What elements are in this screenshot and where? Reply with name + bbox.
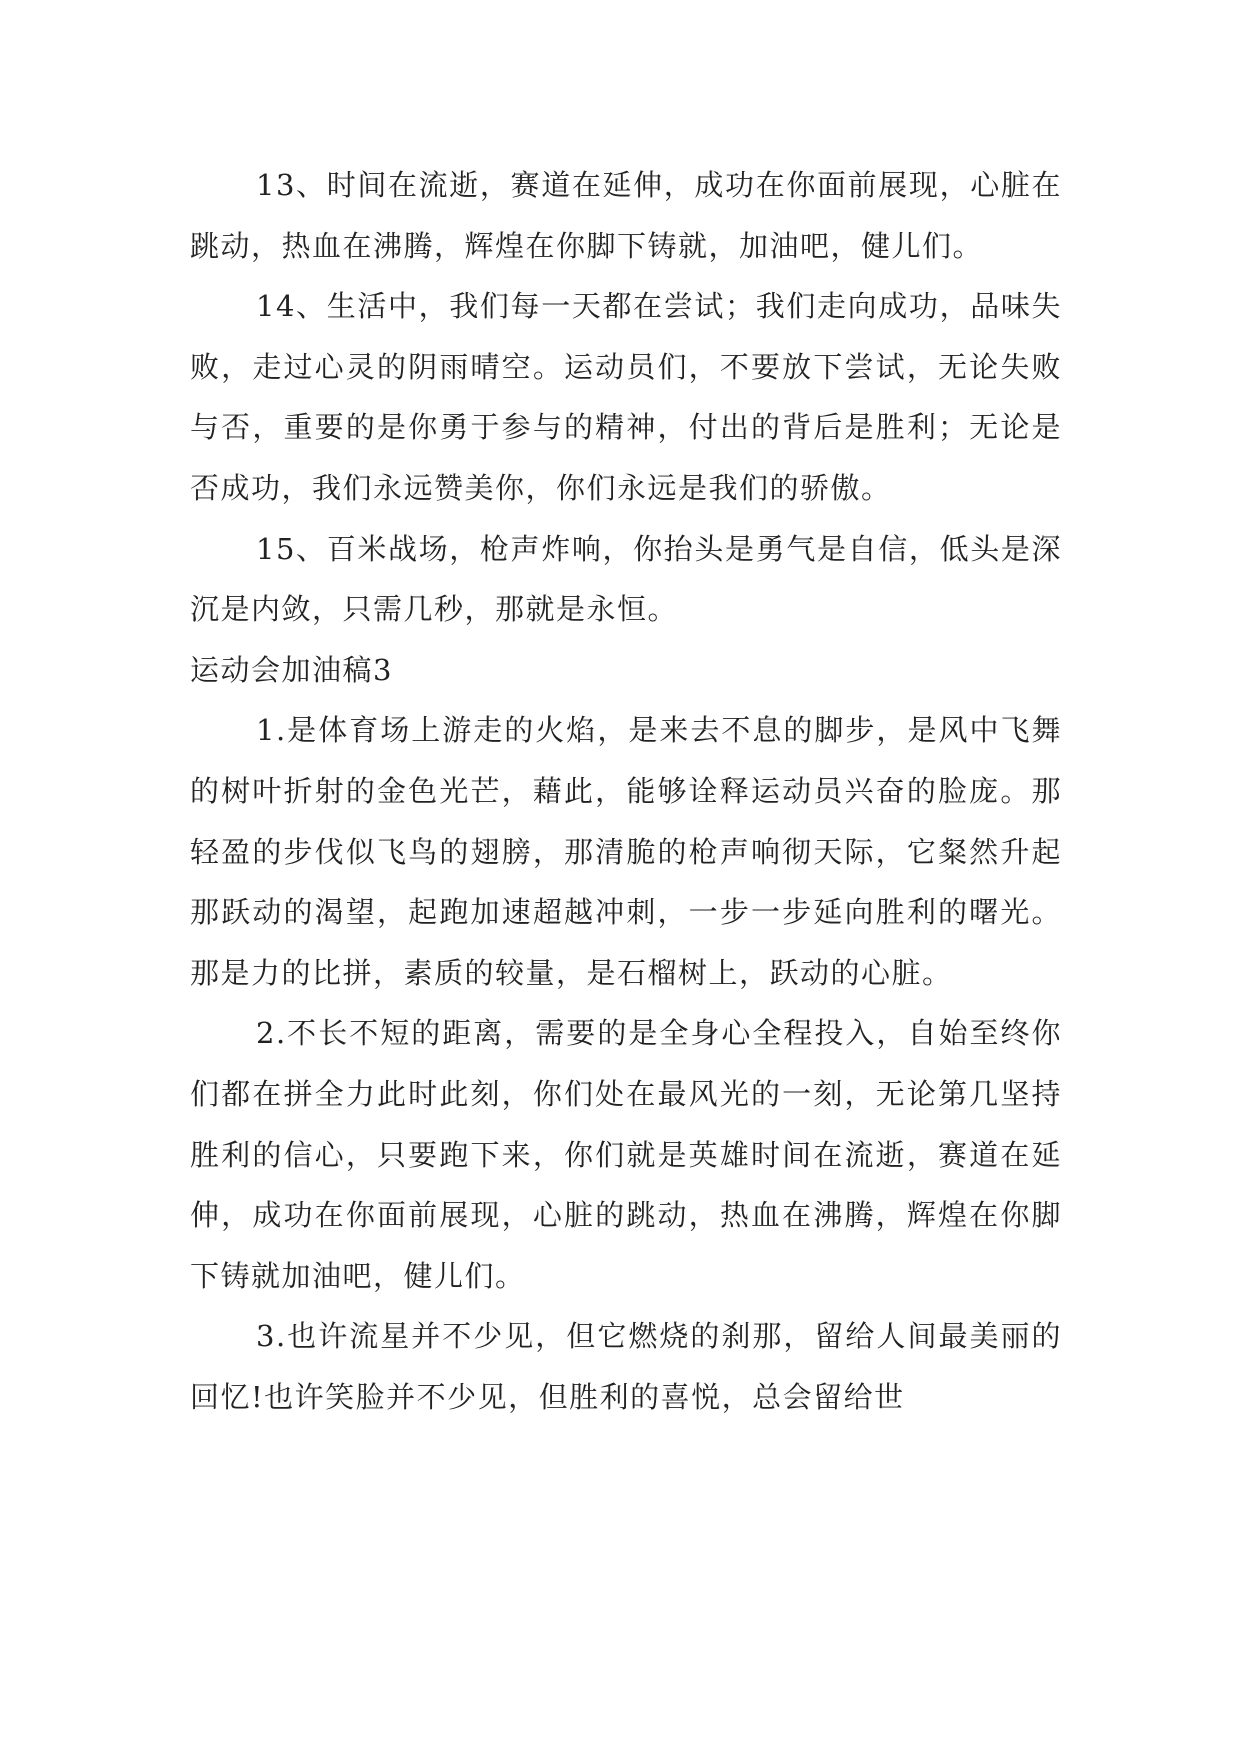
- paragraph-1: 1.是体育场上游走的火焰，是来去不息的脚步，是风中飞舞的树叶折射的金色光芒，藉此，能够诠释运动员兴奋的脸庞。那轻盈的步伐似飞鸟的翅膀，那清脆的枪声响彻天际，它粲然升起那跃动的渴望，起跑加速超越冲刺，一步一步延向胜利的曙光。那是力的比拼，素质的较量，是石榴树上，跃动的心脏。: [190, 713, 1062, 990]
- paragraph-3: 3.也许流星并不少见，但它燃烧的刹那，留给人间最美丽的回忆!也许笑脸并不少见，但胜利的喜悦，总会留给世: [190, 1319, 1062, 1414]
- document-body: [190, 155, 1062, 1427]
- paragraph-14: 14、生活中，我们每一天都在尝试；我们走向成功，品味失败，走过心灵的阴雨晴空。运动员们，不要放下尝试，无论失败与否，重要的是你勇于参与的精神，付出的背后是胜利；无论是否成功，我们永远赞美你，你们永远是我们的骄傲。: [190, 289, 1062, 505]
- paragraph-15: 15、百米战场，枪声炸响，你抬头是勇气是自信，低头是深沉是内敛，只需几秒，那就是永恒。: [190, 531, 1062, 627]
- section-heading: 运动会加油稿3: [190, 652, 393, 687]
- paragraph-2: 2.不长不短的距离，需要的是全身心全程投入，自始至终你们都在拼全力此时此刻，你们处在最风光的一刻，无论第几坚持胜利的信心，只要跑下来，你们就是英雄时间在流逝，赛道在延伸，成功在你面前展现，心脏的跳动，热血在沸腾，辉煌在你脚下铸就加油吧，健儿们。: [190, 1016, 1062, 1293]
- paragraph-13: 13、时间在流逝，赛道在延伸，成功在你面前展现，心脏在跳动，热血在沸腾，辉煌在你脚下铸就，加油吧，健儿们。: [190, 168, 1062, 263]
